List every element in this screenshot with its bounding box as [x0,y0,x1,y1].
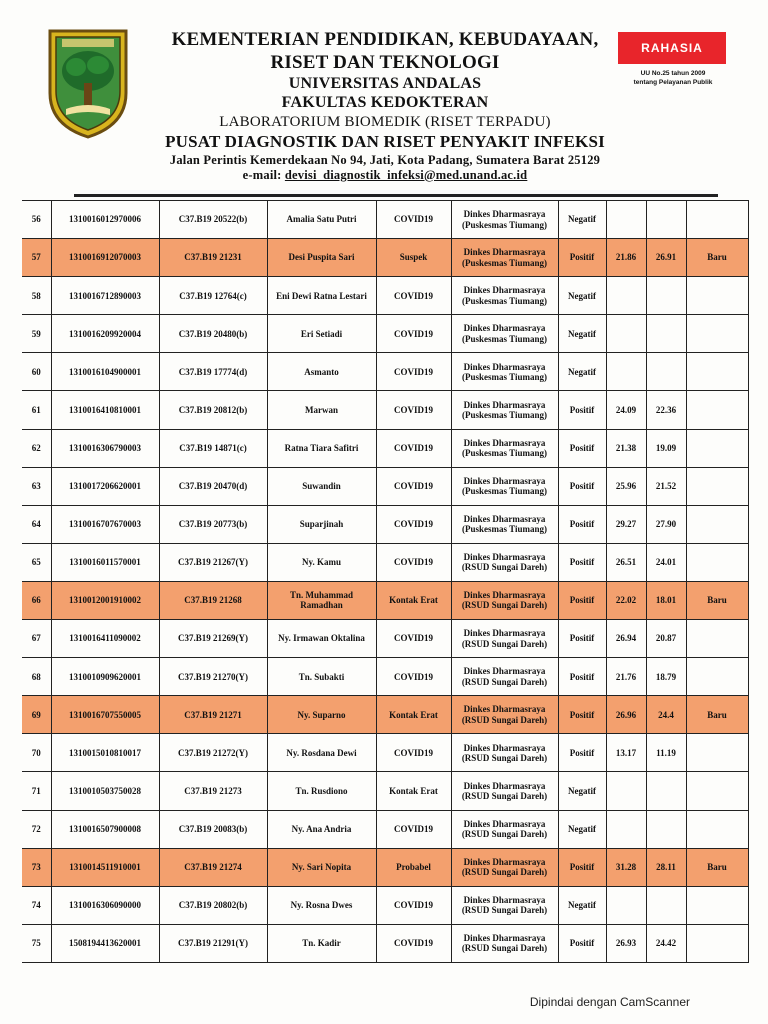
row-number-cell: 57 [22,239,51,277]
ct-value-2-cell: 20.87 [646,620,686,658]
scanner-watermark: Dipindai dengan CamScanner [529,995,690,1009]
patient-name-cell: Marwan [267,391,376,429]
faculty-name: FAKULTAS KEDOKTERAN [281,94,489,111]
email-label: e-mail: [242,167,282,182]
row-number-cell: 61 [22,391,51,429]
origin-cell: Dinkes Dharmasraya (RSUD Sungai Dareh) [451,924,558,962]
badge-note-line-2: tentang Pelayanan Publik [633,78,713,86]
patient-id-cell: 1310016306090000 [51,886,159,924]
ministry-name-line-2: RISET DAN TEKNOLOGI [270,52,500,73]
table-row [22,391,748,429]
origin-cell: Dinkes Dharmasraya (Puskesmas Tiumang) [451,391,558,429]
result-cell: Positif [558,924,606,962]
status-cell: Baru [686,848,748,886]
patient-name-cell: Suwandin [267,467,376,505]
table-row [22,734,748,772]
status-cell [686,886,748,924]
row-number-cell: 68 [22,658,51,696]
status-cell [686,315,748,353]
row-number-cell: 66 [22,581,51,619]
sample-code-cell: C37.B19 20812(b) [159,391,267,429]
table-row [22,239,748,277]
patient-id-cell: 1310016011570001 [51,543,159,581]
ct-value-1-cell: 13.17 [606,734,646,772]
patient-id-cell: 1310017206620001 [51,467,159,505]
sample-code-cell: C37.B19 21267(Y) [159,543,267,581]
sample-code-cell: C37.B19 20480(b) [159,315,267,353]
patient-name-cell: Ny. Irmawan Oktalina [267,620,376,658]
status-cell: Baru [686,696,748,734]
category-cell: Kontak Erat [376,696,451,734]
category-cell: COVID19 [376,734,451,772]
row-number-cell: 67 [22,620,51,658]
origin-cell: Dinkes Dharmasraya (RSUD Sungai Dareh) [451,658,558,696]
row-number-cell: 59 [22,315,51,353]
row-number-cell: 64 [22,505,51,543]
row-number-cell: 70 [22,734,51,772]
ct-value-2-cell: 18.01 [646,581,686,619]
result-cell: Negatif [558,315,606,353]
universitas-andalas-logo-icon [46,27,130,139]
sample-code-cell: C37.B19 20773(b) [159,505,267,543]
result-cell: Positif [558,239,606,277]
table-row [22,429,748,467]
table-row [22,467,748,505]
ct-value-1-cell: 21.86 [606,239,646,277]
result-cell: Positif [558,848,606,886]
table-row [22,315,748,353]
origin-cell: Dinkes Dharmasraya (Puskesmas Tiumang) [451,429,558,467]
result-cell: Positif [558,620,606,658]
category-cell: COVID19 [376,924,451,962]
result-cell: Positif [558,391,606,429]
table-row [22,924,748,962]
status-cell [686,353,748,391]
sample-code-cell: C37.B19 12764(c) [159,277,267,315]
patient-id-cell: 1310016507900008 [51,810,159,848]
patient-id-cell: 1310015010810017 [51,734,159,772]
ct-value-1-cell: 21.76 [606,658,646,696]
result-cell: Negatif [558,353,606,391]
patient-id-cell: 1310010503750028 [51,772,159,810]
category-cell: COVID19 [376,353,451,391]
ct-value-1-cell [606,772,646,810]
status-cell: Baru [686,239,748,277]
patient-name-cell: Desi Puspita Sari [267,239,376,277]
letterhead-text [120,28,650,181]
email-line [120,169,650,182]
origin-cell: Dinkes Dharmasraya (Puskesmas Tiumang) [451,353,558,391]
status-cell [686,658,748,696]
row-number-cell: 63 [22,467,51,505]
row-number-cell: 71 [22,772,51,810]
sample-code-cell: C37.B19 20802(b) [159,886,267,924]
sample-code-cell: C37.B19 21273 [159,772,267,810]
patient-name-cell: Ny. Rosdana Dewi [267,734,376,772]
origin-cell: Dinkes Dharmasraya (RSUD Sungai Dareh) [451,581,558,619]
row-number-cell: 69 [22,696,51,734]
ct-value-2-cell: 27.90 [646,505,686,543]
ct-value-2-cell [646,201,686,239]
origin-cell: Dinkes Dharmasraya (Puskesmas Tiumang) [451,277,558,315]
sample-code-cell: C37.B19 17774(d) [159,353,267,391]
status-cell [686,429,748,467]
table-row [22,581,748,619]
origin-cell: Dinkes Dharmasraya (Puskesmas Tiumang) [451,467,558,505]
category-cell: COVID19 [376,543,451,581]
row-number-cell: 72 [22,810,51,848]
university-name: UNIVERSITAS ANDALAS [288,75,482,92]
patient-id-cell: 1508194413620001 [51,924,159,962]
category-cell: COVID19 [376,315,451,353]
ct-value-2-cell: 11.19 [646,734,686,772]
patient-id-cell: 1310010909620001 [51,658,159,696]
origin-cell: Dinkes Dharmasraya (RSUD Sungai Dareh) [451,620,558,658]
category-cell: COVID19 [376,505,451,543]
category-cell: Kontak Erat [376,772,451,810]
result-cell: Negatif [558,810,606,848]
status-cell [686,543,748,581]
status-cell [686,277,748,315]
category-cell: COVID19 [376,620,451,658]
origin-cell: Dinkes Dharmasraya (RSUD Sungai Dareh) [451,696,558,734]
patient-id-cell: 1310016712890003 [51,277,159,315]
patient-name-cell: Ratna Tiara Safitri [267,429,376,467]
origin-cell: Dinkes Dharmasraya (Puskesmas Tiumang) [451,315,558,353]
status-cell: Baru [686,581,748,619]
table-row [22,353,748,391]
table-row [22,277,748,315]
ct-value-1-cell: 29.27 [606,505,646,543]
badge-note-line-1: UU No.25 tahun 2009 [640,70,706,77]
sample-code-cell: C37.B19 21268 [159,581,267,619]
ct-value-2-cell: 22.36 [646,391,686,429]
patient-name-cell: Ny. Suparno [267,696,376,734]
origin-cell: Dinkes Dharmasraya (RSUD Sungai Dareh) [451,543,558,581]
ct-value-1-cell: 21.38 [606,429,646,467]
row-number-cell: 75 [22,924,51,962]
patient-name-cell: Ny. Ana Andria [267,810,376,848]
result-cell: Positif [558,581,606,619]
laboratory-name: LABORATORIUM BIOMEDIK (RISET TERPADU) [219,114,551,130]
patient-id-cell: 1310016410810001 [51,391,159,429]
ct-value-2-cell: 24.01 [646,543,686,581]
ct-value-2-cell [646,277,686,315]
patient-id-cell: 1310016306790003 [51,429,159,467]
ct-value-1-cell: 24.09 [606,391,646,429]
patient-name-cell: Asmanto [267,353,376,391]
result-cell: Positif [558,734,606,772]
result-cell: Positif [558,467,606,505]
table-row [22,620,748,658]
header-divider [74,194,718,197]
origin-cell: Dinkes Dharmasraya (RSUD Sungai Dareh) [451,772,558,810]
table-row [22,772,748,810]
patient-id-cell: 1310012001910002 [51,581,159,619]
patient-id-cell: 1310016104900001 [51,353,159,391]
table-row [22,810,748,848]
sample-code-cell: C37.B19 14871(c) [159,429,267,467]
status-cell [686,201,748,239]
status-cell [686,505,748,543]
patient-name-cell: Ny. Sari Nopita [267,848,376,886]
category-cell: COVID19 [376,658,451,696]
ct-value-1-cell: 26.94 [606,620,646,658]
status-cell [686,924,748,962]
row-number-cell: 73 [22,848,51,886]
result-cell: Negatif [558,886,606,924]
status-cell [686,467,748,505]
ct-value-2-cell: 18.79 [646,658,686,696]
patient-name-cell: Ny. Rosna Dwes [267,886,376,924]
ct-value-1-cell: 31.28 [606,848,646,886]
category-cell: COVID19 [376,886,451,924]
ministry-name-line-1: KEMENTERIAN PENDIDIKAN, KEBUDAYAAN, [171,29,599,50]
ct-value-2-cell: 24.4 [646,696,686,734]
sample-code-cell: C37.B19 21291(Y) [159,924,267,962]
ct-value-2-cell: 24.42 [646,924,686,962]
table-row [22,201,748,239]
origin-cell: Dinkes Dharmasraya (Puskesmas Tiumang) [451,239,558,277]
ct-value-2-cell: 26.91 [646,239,686,277]
result-cell: Positif [558,505,606,543]
category-cell: COVID19 [376,277,451,315]
result-cell: Negatif [558,201,606,239]
patient-name-cell: Amalia Satu Putri [267,201,376,239]
sample-code-cell: C37.B19 20083(b) [159,810,267,848]
ct-value-1-cell: 26.93 [606,924,646,962]
row-number-cell: 62 [22,429,51,467]
origin-cell: Dinkes Dharmasraya (Puskesmas Tiumang) [451,505,558,543]
row-number-cell: 56 [22,201,51,239]
result-cell: Positif [558,543,606,581]
row-number-cell: 65 [22,543,51,581]
patient-id-cell: 1310014511910001 [51,848,159,886]
status-cell [686,810,748,848]
category-cell: COVID19 [376,467,451,505]
ct-value-2-cell [646,353,686,391]
ct-value-1-cell [606,886,646,924]
category-cell: COVID19 [376,391,451,429]
badge-note [610,70,736,88]
table-row [22,886,748,924]
ct-value-2-cell [646,810,686,848]
ct-value-1-cell [606,201,646,239]
patient-name-cell: Tn. Kadir [267,924,376,962]
ct-value-2-cell: 21.52 [646,467,686,505]
patient-name-cell: Eni Dewi Ratna Lestari [267,277,376,315]
ct-value-1-cell [606,810,646,848]
patient-name-cell: Tn. Rusdiono [267,772,376,810]
ct-value-2-cell: 19.09 [646,429,686,467]
ct-value-2-cell: 28.11 [646,848,686,886]
origin-cell: Dinkes Dharmasraya (RSUD Sungai Dareh) [451,886,558,924]
results-table-body [22,201,748,963]
row-number-cell: 74 [22,886,51,924]
results-table [22,200,749,963]
result-cell: Positif [558,696,606,734]
category-cell: COVID19 [376,201,451,239]
sample-code-cell: C37.B19 21274 [159,848,267,886]
patient-id-cell: 1310016012970006 [51,201,159,239]
ct-value-1-cell: 22.02 [606,581,646,619]
result-cell: Negatif [558,277,606,315]
patient-id-cell: 1310016707550005 [51,696,159,734]
sample-code-cell: C37.B19 21272(Y) [159,734,267,772]
sample-code-cell: C37.B19 20470(d) [159,467,267,505]
category-cell: COVID19 [376,429,451,467]
ct-value-2-cell [646,315,686,353]
status-cell [686,772,748,810]
ct-value-1-cell [606,315,646,353]
ct-value-2-cell [646,772,686,810]
patient-name-cell: Eri Setiadi [267,315,376,353]
patient-id-cell: 1310016209920004 [51,315,159,353]
origin-cell: Dinkes Dharmasraya (RSUD Sungai Dareh) [451,810,558,848]
ct-value-1-cell: 25.96 [606,467,646,505]
origin-cell: Dinkes Dharmasraya (Puskesmas Tiumang) [451,201,558,239]
address: Jalan Perintis Kemerdekaan No 94, Jati, Kota Padang, Sumatera Barat 25129 [169,153,601,167]
email-link[interactable]: devisi_diagnostik_infeksi@med.unand.ac.id [284,167,528,182]
table-row [22,696,748,734]
category-cell: COVID19 [376,810,451,848]
table-row [22,848,748,886]
origin-cell: Dinkes Dharmasraya (RSUD Sungai Dareh) [451,848,558,886]
status-cell [686,391,748,429]
table-row [22,505,748,543]
letterhead [0,0,768,200]
row-number-cell: 58 [22,277,51,315]
patient-id-cell: 1310016411090002 [51,620,159,658]
table-row [22,543,748,581]
result-cell: Positif [558,658,606,696]
patient-id-cell: 1310016912070003 [51,239,159,277]
patient-name-cell: Tn. Subakti [267,658,376,696]
ct-value-1-cell: 26.51 [606,543,646,581]
ct-value-1-cell [606,353,646,391]
category-cell: Probabel [376,848,451,886]
origin-cell: Dinkes Dharmasraya (RSUD Sungai Dareh) [451,734,558,772]
sample-code-cell: C37.B19 21231 [159,239,267,277]
category-cell: Kontak Erat [376,581,451,619]
ct-value-2-cell [646,886,686,924]
result-cell: Negatif [558,772,606,810]
ct-value-1-cell [606,277,646,315]
patient-name-cell: Tn. Muhammad Ramadhan [267,581,376,619]
result-cell: Positif [558,429,606,467]
confidential-badge: RAHASIA [618,32,726,64]
sample-code-cell: C37.B19 21271 [159,696,267,734]
patient-name-cell: Ny. Kamu [267,543,376,581]
ct-value-1-cell: 26.96 [606,696,646,734]
sample-code-cell: C37.B19 20522(b) [159,201,267,239]
sample-code-cell: C37.B19 21270(Y) [159,658,267,696]
status-cell [686,734,748,772]
status-cell [686,620,748,658]
table-row [22,658,748,696]
category-cell: Suspek [376,239,451,277]
patient-name-cell: Suparjinah [267,505,376,543]
patient-id-cell: 1310016707670003 [51,505,159,543]
row-number-cell: 60 [22,353,51,391]
sample-code-cell: C37.B19 21269(Y) [159,620,267,658]
center-name: PUSAT DIAGNOSTIK DAN RISET PENYAKIT INFEKSI [165,132,605,151]
